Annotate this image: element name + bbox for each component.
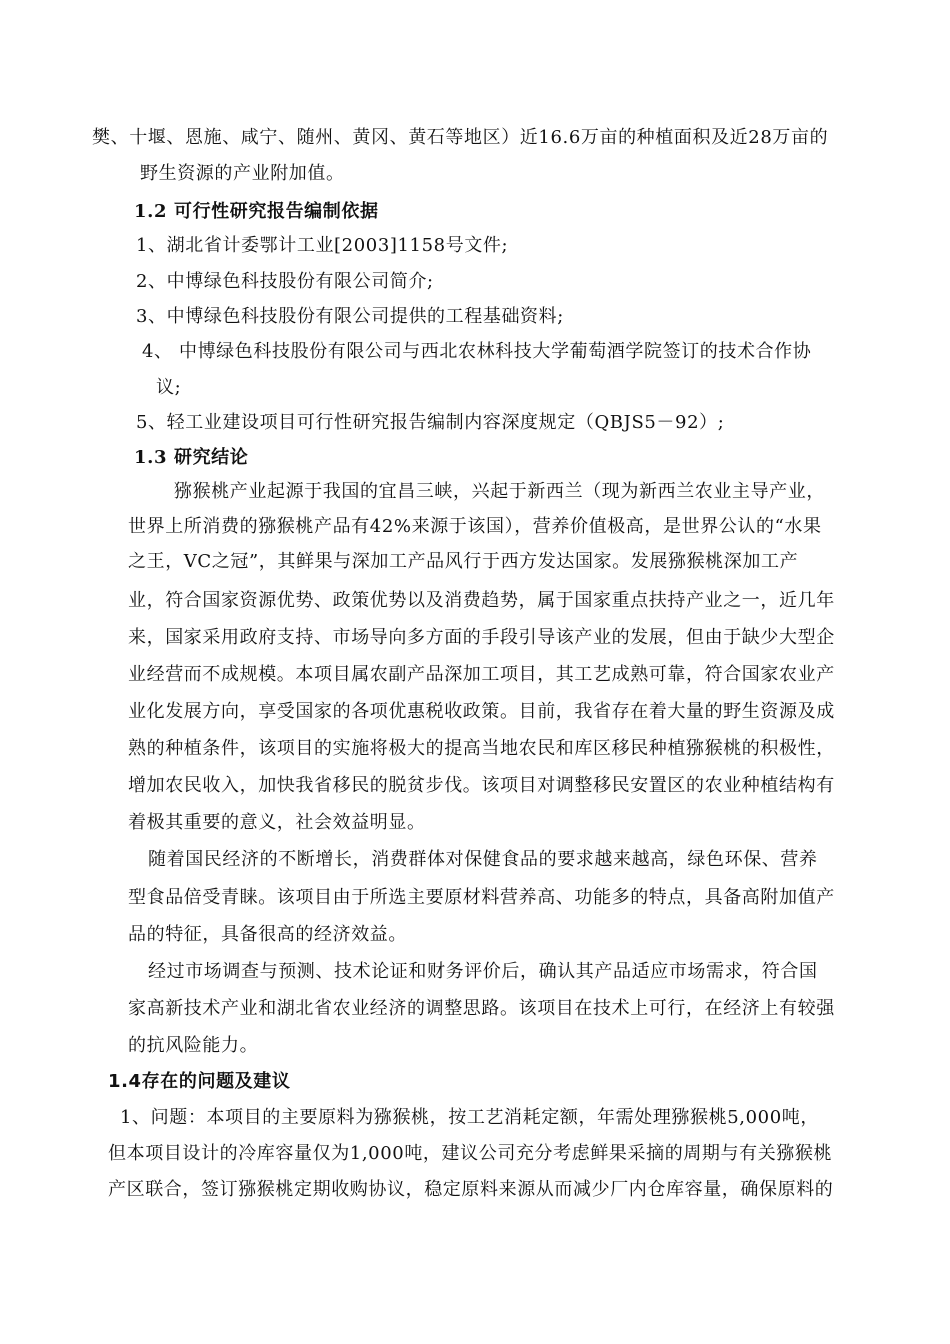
conclusion-p1-line-3: 之王，VC之冠”，其鲜果与深加工产品风行于西方发达国家。发展猕猴桃深加工产 <box>128 551 799 572</box>
conclusion-p1-line-7: 业化发展方向，享受国家的各项优惠税收政策。目前，我省存在着大量的野生资源及成 <box>128 701 835 722</box>
conclusion-p2-line-1: 随着国民经济的不断增长，消费群体对保健食品的要求越来越高，绿色环保、营养 <box>148 849 818 870</box>
section-1-2-heading: 1.2 可行性研究报告编制依据 <box>134 201 379 222</box>
basis-item-4: 4、 中博绿色科技股份有限公司与西北农林科技大学葡萄酒学院签订的技术合作协 <box>142 341 812 362</box>
basis-item-1: 1、湖北省计委鄂计工业[2003]1158号文件; <box>136 235 509 256</box>
intro-line-1: 樊、十堰、恩施、咸宁、随州、黄冈、黄石等地区）近16.6万亩的种植面积及近28万亩的 <box>92 127 829 148</box>
basis-item-4-continued: 议; <box>156 377 182 398</box>
intro-line-2: 野生资源的产业附加值。 <box>140 163 345 184</box>
conclusion-p1-line-5: 来，国家采用政府支持、市场导向多方面的手段引导该产业的发展，但由于缺少大型企 <box>128 627 835 648</box>
conclusion-p2-line-2: 型食品倍受青睐。该项目由于所选主要原材料营养高、功能多的特点，具备高附加值产 <box>128 887 835 908</box>
issues-line-1: 1、问题：本项目的主要原料为猕猴桃，按工艺消耗定额，年需处理猕猴桃5,000吨， <box>120 1107 819 1128</box>
conclusion-p1-line-8: 熟的种植条件，该项目的实施将极大的提高当地农民和库区移民种植猕猴桃的积极性， <box>128 738 835 759</box>
conclusion-p1-line-1: 猕猴桃产业起源于我国的宜昌三峡，兴起于新西兰（现为新西兰农业主导产业， <box>174 481 825 502</box>
conclusion-p3-line-1: 经过市场调查与预测、技术论证和财务评价后，确认其产品适应市场需求，符合国 <box>148 961 818 982</box>
section-1-3-heading: 1.3 研究结论 <box>134 447 249 468</box>
conclusion-p2-line-3: 品的特征，具备很高的经济效益。 <box>128 924 407 945</box>
basis-item-3: 3、中博绿色科技股份有限公司提供的工程基础资料; <box>136 306 564 327</box>
conclusion-p1-line-6: 业经营而不成规模。本项目属农副产品深加工项目，其工艺成熟可靠，符合国家农业产 <box>128 664 835 685</box>
issues-line-3: 产区联合，签订猕猴桃定期收购协议，稳定原料来源从而减少厂内仓库容量，确保原料的 <box>108 1179 834 1200</box>
conclusion-p3-line-3: 的抗风险能力。 <box>128 1035 259 1056</box>
issues-line-2: 但本项目设计的冷库容量仅为1,000吨，建议公司充分考虑鲜果采摘的周期与有关猕猴桃 <box>108 1143 833 1164</box>
conclusion-p1-line-2: 世界上所消费的猕猴桃产品有42%来源于该国），营养价值极高，是世界公认的“水果 <box>128 516 822 537</box>
conclusion-p1-line-4: 业，符合国家资源优势、政策优势以及消费趋势，属于国家重点扶持产业之一，近几年 <box>128 590 835 611</box>
basis-item-5: 5、轻工业建设项目可行性研究报告编制内容深度规定（QBJS5－92）; <box>136 412 725 433</box>
conclusion-p1-line-10: 着极其重要的意义，社会效益明显。 <box>128 812 426 833</box>
section-1-4-heading: 1.4存在的问题及建议 <box>108 1071 291 1092</box>
basis-item-2: 2、中博绿色科技股份有限公司简介; <box>136 271 434 292</box>
conclusion-p1-line-9: 增加农民收入，加快我省移民的脱贫步伐。该项目对调整移民安置区的农业种植结构有 <box>128 775 835 796</box>
conclusion-p3-line-2: 家高新技术产业和湖北省农业经济的调整思路。该项目在技术上可行，在经济上有较强 <box>128 998 835 1019</box>
